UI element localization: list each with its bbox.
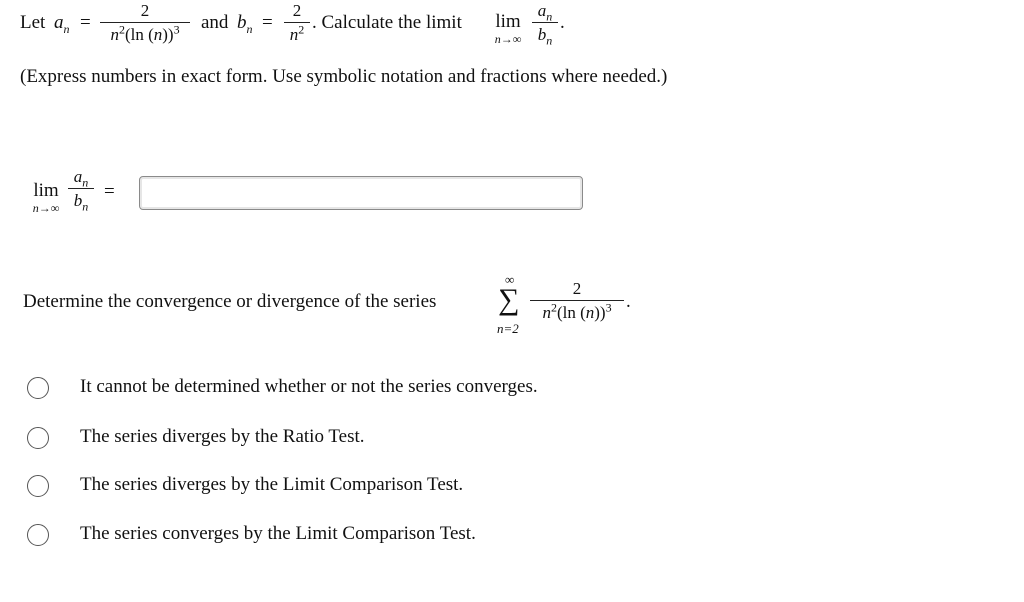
b-n-denominator: $n^2$ bbox=[289, 22, 305, 44]
series-numerator: 2 bbox=[572, 279, 582, 298]
ratio-fraction bbox=[532, 1, 558, 48]
radio-button[interactable] bbox=[27, 524, 49, 546]
answer-equals-sign: = bbox=[104, 181, 115, 202]
answer-limit-notation bbox=[26, 181, 66, 215]
lim-word: lim bbox=[495, 11, 521, 32]
equals-sign: = bbox=[262, 12, 273, 33]
b-n-fraction bbox=[284, 2, 310, 45]
limit-notation bbox=[490, 12, 526, 46]
radio-button[interactable] bbox=[27, 427, 49, 449]
option-label: The series diverges by the Ratio Test. bbox=[80, 426, 365, 447]
period: . bbox=[626, 291, 631, 312]
a-n-denominator: $n^2(\ln$ (n))$^3$ bbox=[110, 22, 180, 44]
fraction-bar bbox=[68, 188, 94, 189]
lim-word: lim bbox=[33, 180, 59, 201]
radio-button[interactable] bbox=[27, 377, 49, 399]
radio-button[interactable] bbox=[27, 475, 49, 497]
a-n-numerator: 2 bbox=[140, 1, 150, 20]
period: . bbox=[560, 12, 565, 33]
and-label: and bbox=[201, 12, 229, 33]
fraction-bar bbox=[532, 22, 558, 23]
answer-ratio-fraction bbox=[68, 167, 94, 214]
equals-sign: = bbox=[80, 12, 91, 33]
limit-answer-input[interactable] bbox=[139, 176, 583, 210]
ratio-numerator: $a_n$ bbox=[73, 167, 89, 190]
b-n-numerator: 2 bbox=[292, 1, 302, 20]
option-label: The series converges by the Limit Comparison Test. bbox=[80, 523, 476, 544]
sum-lower-limit: n=2 bbox=[497, 321, 519, 336]
ratio-denominator: $b_n$ bbox=[73, 191, 89, 214]
ratio-numerator: $a_n$ bbox=[537, 1, 553, 24]
series-prompt: Determine the convergence or divergence of the series bbox=[23, 291, 437, 312]
b-n-symbol: $b_n$ bbox=[237, 12, 253, 36]
series-denominator: $n^2(\ln$ (n))$^3$ bbox=[542, 300, 612, 322]
lim-subscript: n→∞ bbox=[32, 201, 60, 215]
option-label: It cannot be determined whether or not the series converges. bbox=[80, 376, 538, 397]
summation-icon: ∑ bbox=[498, 283, 520, 316]
series-term-fraction bbox=[530, 280, 624, 323]
option-label: The series diverges by the Limit Comparison Test. bbox=[80, 474, 464, 495]
a-n-fraction bbox=[100, 2, 190, 45]
a-n-symbol: $a_n$ bbox=[54, 12, 70, 36]
instructions-text: (Express numbers in exact form. Use symbolic notation and fractions where needed.) bbox=[20, 66, 668, 87]
fraction-bar bbox=[284, 22, 310, 23]
let-label: Let bbox=[20, 12, 46, 33]
lim-subscript: n→∞ bbox=[494, 32, 522, 46]
calculate-label: . Calculate the limit bbox=[312, 12, 462, 33]
ratio-denominator: $b_n$ bbox=[537, 25, 553, 48]
sum-upper-limit: ∞ bbox=[505, 272, 515, 287]
